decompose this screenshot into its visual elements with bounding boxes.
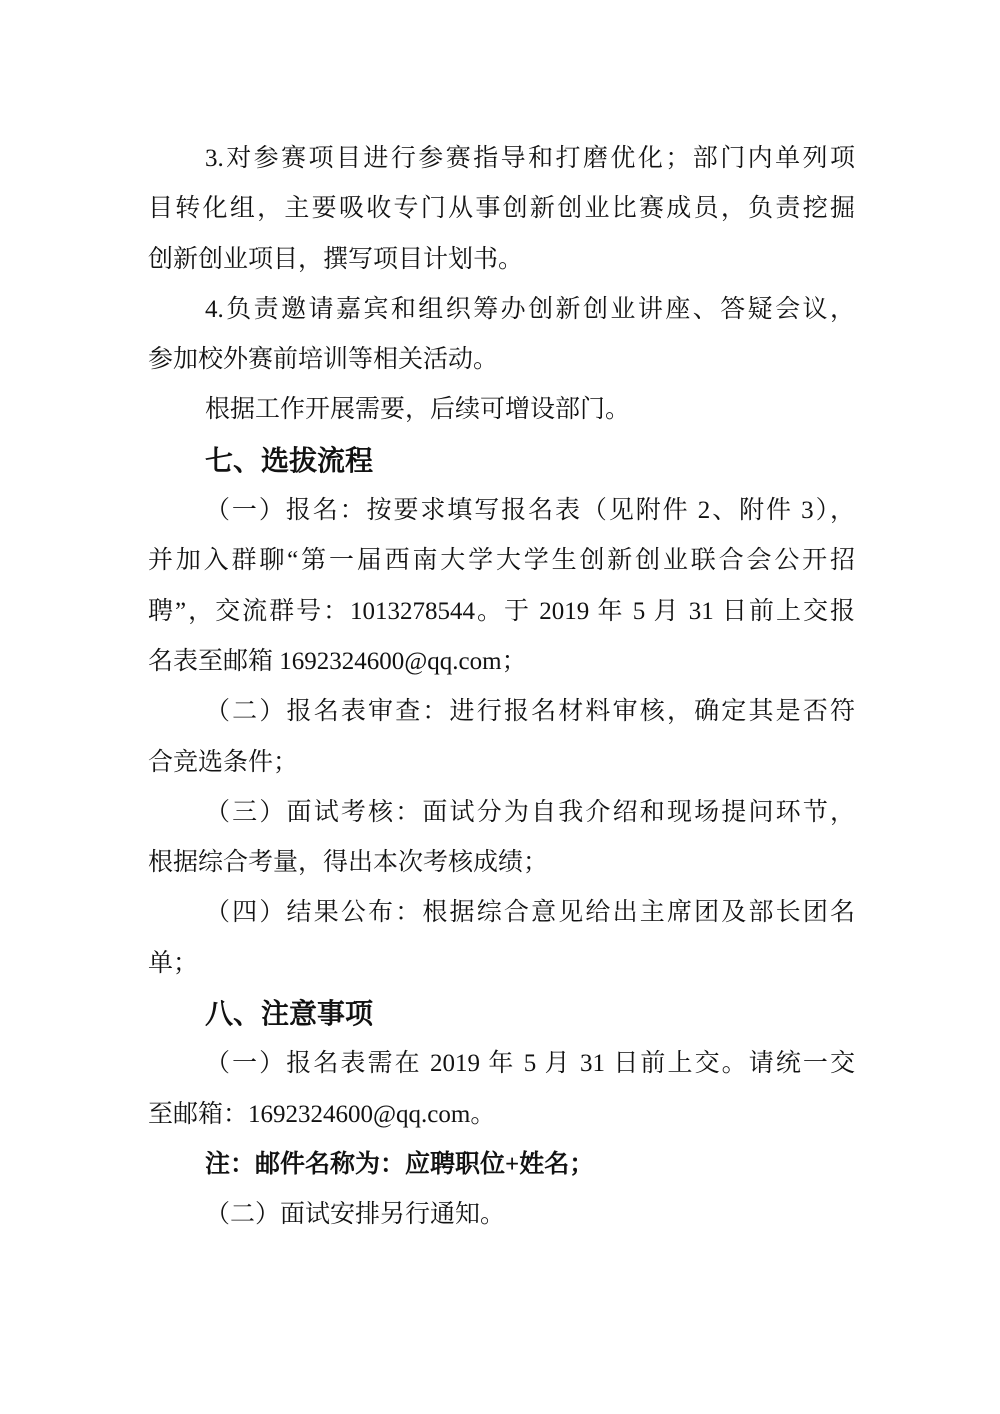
body-line: 单； (148, 949, 199, 977)
body-line: （二）面试安排另行通知。 (205, 1201, 506, 1229)
body-line: （二）报名表审查：进行报名材料审核，确定其是否符 (205, 698, 855, 726)
section-heading-selection-process: 七、选拔流程 (205, 444, 374, 476)
document-body (148, 134, 855, 1241)
note-line: 注：邮件名称为：应聘职位+姓名； (205, 1150, 595, 1178)
body-line: （一）报名表需在 2019 年 5 月 31 日前上交。请统一交 (205, 1050, 855, 1078)
body-line: 4.负责邀请嘉宾和组织筹办创新创业讲座、答疑会议， (205, 295, 855, 323)
body-line: 参加校外赛前培训等相关活动。 (148, 346, 499, 374)
body-line: 根据工作开展需要，后续可增设部门。 (205, 396, 631, 424)
body-line: 合竞选条件； (148, 748, 299, 776)
section-heading-notes: 八、注意事项 (205, 998, 374, 1030)
body-line: 并加入群聊“第一届西南大学大学生创新创业联合会公开招 (148, 547, 855, 575)
body-line: 目转化组，主要吸收专门从事创新创业比赛成员，负责挖掘 (148, 195, 855, 223)
body-line: 聘”，交流群号：1013278544。于 2019 年 5 月 31 日前上交报 (148, 597, 855, 625)
body-line: （四）结果公布：根据综合意见给出主席团及部长团名 (205, 899, 855, 927)
body-line: 名表至邮箱 1692324600@qq.com； (148, 647, 527, 675)
body-line: 至邮箱：1692324600@qq.com。 (148, 1100, 496, 1128)
body-line: （一）报名：按要求填写报名表（见附件 2、附件 3）， (205, 497, 855, 525)
body-line: （三）面试考核：面试分为自我介绍和现场提问环节， (205, 798, 855, 826)
body-line: 创新创业项目，撰写项目计划书。 (148, 245, 524, 273)
body-line: 根据综合考量，得出本次考核成绩； (148, 849, 549, 877)
body-line: 3.对参赛项目进行参赛指导和打磨优化；部门内单列项 (205, 145, 855, 172)
